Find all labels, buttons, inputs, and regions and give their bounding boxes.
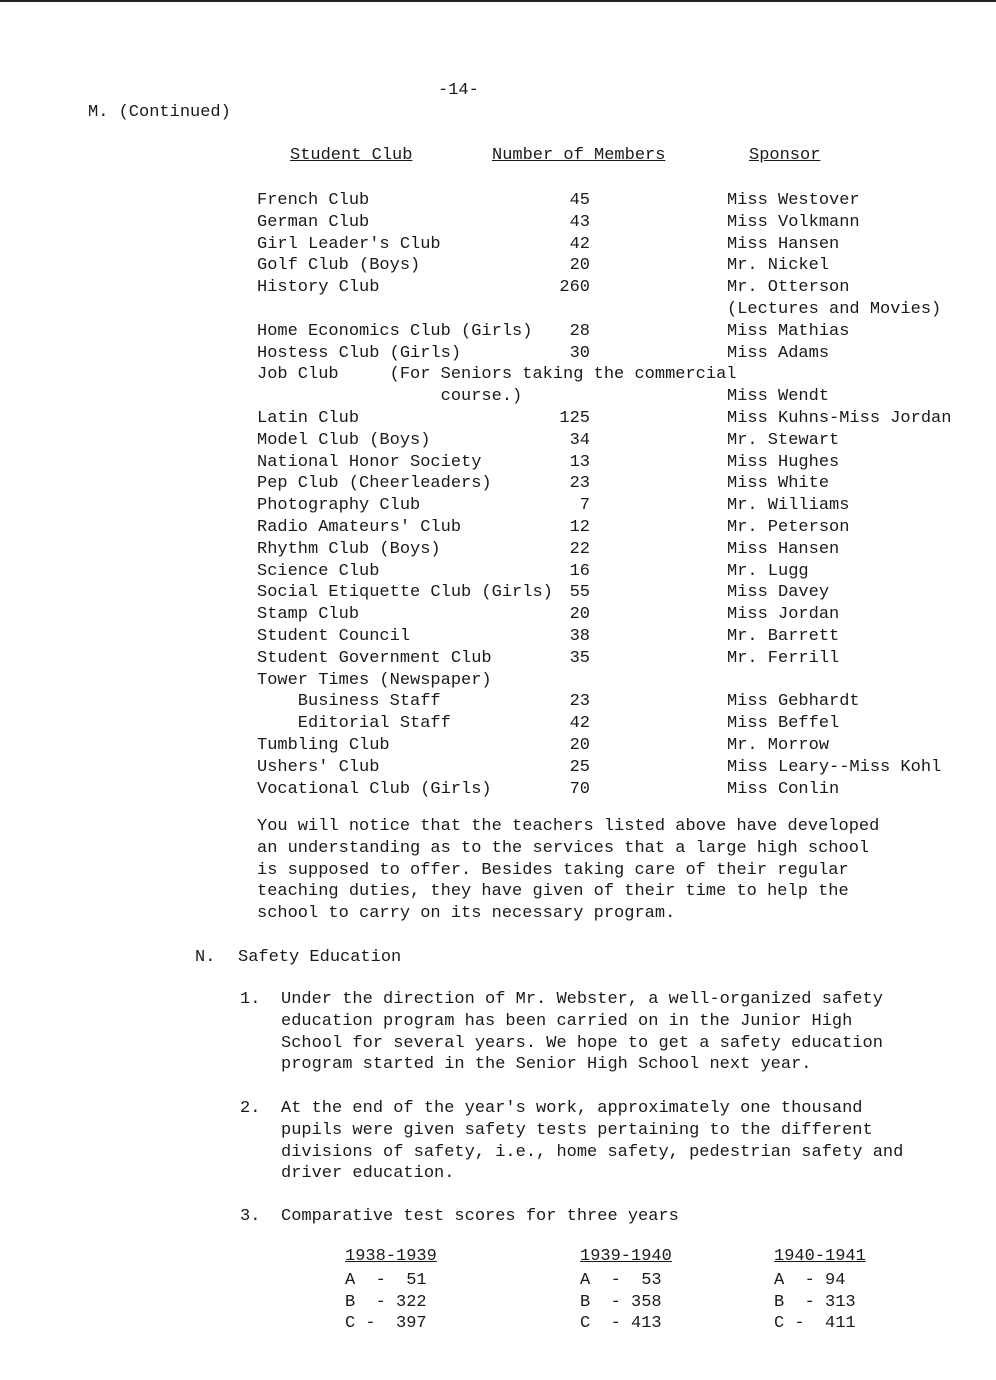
member-count: 42: [569, 234, 590, 254]
member-count: 12: [569, 517, 590, 537]
list-text: Under the direction of Mr. Webster, a well-organized safety education program has been carried on in the Junior High School for several years. We hope to get a safety education program started in the Senior High School next year.: [281, 990, 883, 1075]
score-c: C - 411: [774, 1314, 856, 1334]
score-b: B - 358: [580, 1292, 662, 1312]
member-count: 20: [569, 256, 590, 276]
club-name: Editorial Staff: [257, 714, 451, 734]
club-name: Student Government Club: [257, 648, 492, 668]
score-c: C - 397: [345, 1314, 427, 1334]
score-b: B - 313: [774, 1292, 856, 1312]
table-row: [257, 757, 977, 779]
member-count: 45: [569, 191, 590, 210]
club-name: Stamp Club: [257, 605, 360, 625]
table-row: [257, 212, 977, 234]
table-row: [257, 495, 977, 517]
member-count: 70: [569, 779, 590, 799]
table-row: [257, 473, 977, 495]
table-row: [257, 299, 977, 321]
score-year: 1940-1941: [774, 1247, 866, 1266]
member-count: 16: [569, 561, 590, 581]
score-year: 1939-1940: [580, 1247, 672, 1266]
sponsor-name: Mr. Williams: [727, 496, 850, 516]
section-n-label: N.: [195, 948, 216, 967]
table-row: [257, 364, 977, 386]
member-count: 55: [569, 583, 590, 603]
list-number: 3.: [240, 1207, 261, 1226]
score-year: 1938-1939: [345, 1247, 437, 1266]
sponsor-name: Mr. Stewart: [727, 430, 840, 450]
club-name: Radio Amateurs' Club: [257, 517, 462, 537]
table-row: [257, 539, 977, 561]
club-name: Tower Times (Newspaper): [257, 670, 492, 690]
sponsor-name: Mr. Otterson: [727, 278, 850, 298]
sponsor-name: Miss Adams: [727, 343, 830, 363]
club-name: National Honor Society: [257, 452, 482, 472]
list-text: Comparative test scores for three years: [281, 1207, 679, 1226]
club-name: Rhythm Club (Boys): [257, 539, 441, 559]
table-row: [257, 626, 977, 648]
scores-1940-1941: [774, 1246, 866, 1335]
table-row: [257, 713, 977, 735]
club-name: Latin Club: [257, 408, 360, 428]
table-row: [257, 386, 977, 408]
sponsor-name: Miss Kuhns-Miss Jordan: [727, 408, 952, 428]
sponsor-name: Miss Westover: [727, 191, 860, 210]
table-row: [257, 691, 977, 713]
member-count: 260: [559, 278, 590, 298]
scores-1939-1940: [580, 1246, 672, 1335]
score-a: A - 94: [774, 1270, 846, 1290]
sponsor-name: Miss White: [727, 474, 830, 494]
club-name: Photography Club: [257, 496, 421, 516]
club-name: Girl Leader's Club: [257, 234, 441, 254]
table-row: [257, 561, 977, 583]
table-row: [257, 452, 977, 474]
sponsor-name: Mr. Peterson: [727, 517, 850, 537]
sponsor-name: Miss Davey: [727, 583, 830, 603]
closing-paragraph: You will notice that the teachers listed above have developed an understanding as to the services that a large high school is supposed to offer. Besides taking care of their regular teaching duties, they have given of their time to help the school to carry on its necessary program.: [257, 817, 880, 924]
page-top-edge: [0, 0, 996, 2]
club-name: Tumbling Club: [257, 735, 390, 755]
club-name: Hostess Club (Girls): [257, 343, 462, 363]
sponsor-name: Miss Gebhardt: [727, 692, 860, 712]
club-name: Social Etiquette Club (Girls): [257, 583, 553, 603]
sponsor-name: Miss Conlin: [727, 779, 840, 799]
table-row: [257, 430, 977, 452]
club-name: History Club: [257, 278, 380, 298]
club-name: Student Council: [257, 626, 411, 646]
sponsor-name: Mr. Nickel: [727, 256, 830, 276]
table-row: [257, 582, 977, 604]
section-continued-heading: M. (Continued): [88, 103, 231, 122]
club-table: [257, 190, 977, 800]
sponsor-name: Miss Jordan: [727, 605, 840, 625]
table-row: [257, 343, 977, 365]
section-n-title: Safety Education: [238, 948, 402, 967]
sponsor-name: Miss Hansen: [727, 234, 840, 254]
score-b: B - 322: [345, 1292, 427, 1312]
page-number: -14-: [438, 81, 479, 100]
score-a: A - 53: [580, 1270, 662, 1290]
list-text: At the end of the year's work, approximately one thousand pupils were given safety tests pertaining to the different divisions of safety, i.e., home safety, pedestrian safety and driver education.: [281, 1099, 904, 1184]
member-count: 42: [569, 714, 590, 734]
member-count: 13: [569, 452, 590, 472]
club-name: course.): [257, 387, 523, 407]
list-number: 2.: [240, 1099, 261, 1118]
club-name: French Club: [257, 191, 370, 210]
table-row: [257, 190, 977, 212]
member-count: 28: [569, 321, 590, 341]
sponsor-name: Mr. Barrett: [727, 626, 840, 646]
table-row: [257, 321, 977, 343]
table-row: [257, 604, 977, 626]
club-name: Business Staff: [257, 692, 441, 712]
sponsor-name: Miss Leary--Miss Kohl: [727, 757, 942, 777]
member-count: 125: [559, 408, 590, 428]
sponsor-name: Miss Beffel: [727, 714, 840, 734]
club-name: Model Club (Boys): [257, 430, 431, 450]
member-count: 20: [569, 605, 590, 625]
table-row: [257, 408, 977, 430]
table-row: [257, 517, 977, 539]
sponsor-name: Miss Volkmann: [727, 212, 860, 232]
member-count: 20: [569, 735, 590, 755]
table-row: [257, 234, 977, 256]
member-count: 25: [569, 757, 590, 777]
member-count: 35: [569, 648, 590, 668]
list-number: 1.: [240, 990, 261, 1009]
club-name: German Club: [257, 212, 370, 232]
club-name: Golf Club (Boys): [257, 256, 421, 276]
scores-1938-1939: [345, 1246, 437, 1335]
sponsor-name: (Lectures and Movies): [727, 299, 942, 319]
club-name: Pep Club (Cheerleaders): [257, 474, 492, 494]
club-name: Ushers' Club: [257, 757, 380, 777]
member-count: 23: [569, 474, 590, 494]
member-count: 23: [569, 692, 590, 712]
sponsor-name: Mr. Ferrill: [727, 648, 840, 668]
sponsor-name: Miss Mathias: [727, 321, 850, 341]
sponsor-name: Mr. Morrow: [727, 735, 830, 755]
member-count: 34: [569, 430, 590, 450]
member-count: 7: [579, 496, 590, 516]
column-header-members: Number of Members: [492, 146, 666, 165]
sponsor-name: Miss Wendt: [727, 387, 830, 407]
sponsor-name: Mr. Lugg: [727, 561, 809, 581]
club-name: Vocational Club (Girls): [257, 779, 492, 799]
table-row: [257, 255, 977, 277]
club-name: Science Club: [257, 561, 380, 581]
table-row: [257, 779, 977, 801]
sponsor-name: Miss Hughes: [727, 452, 840, 472]
club-name: Job Club (For Seniors taking the commercial: [257, 365, 737, 385]
member-count: 30: [569, 343, 590, 363]
sponsor-name: Miss Hansen: [727, 539, 840, 559]
score-a: A - 51: [345, 1270, 427, 1290]
table-row: [257, 648, 977, 670]
column-header-club: Student Club: [290, 146, 413, 165]
score-c: C - 413: [580, 1314, 662, 1334]
member-count: 43: [569, 212, 590, 232]
club-name: Home Economics Club (Girls): [257, 321, 533, 341]
table-row: [257, 277, 977, 299]
table-row: [257, 735, 977, 757]
table-row: [257, 670, 977, 692]
column-header-sponsor: Sponsor: [749, 146, 821, 165]
member-count: 38: [569, 626, 590, 646]
member-count: 22: [569, 539, 590, 559]
